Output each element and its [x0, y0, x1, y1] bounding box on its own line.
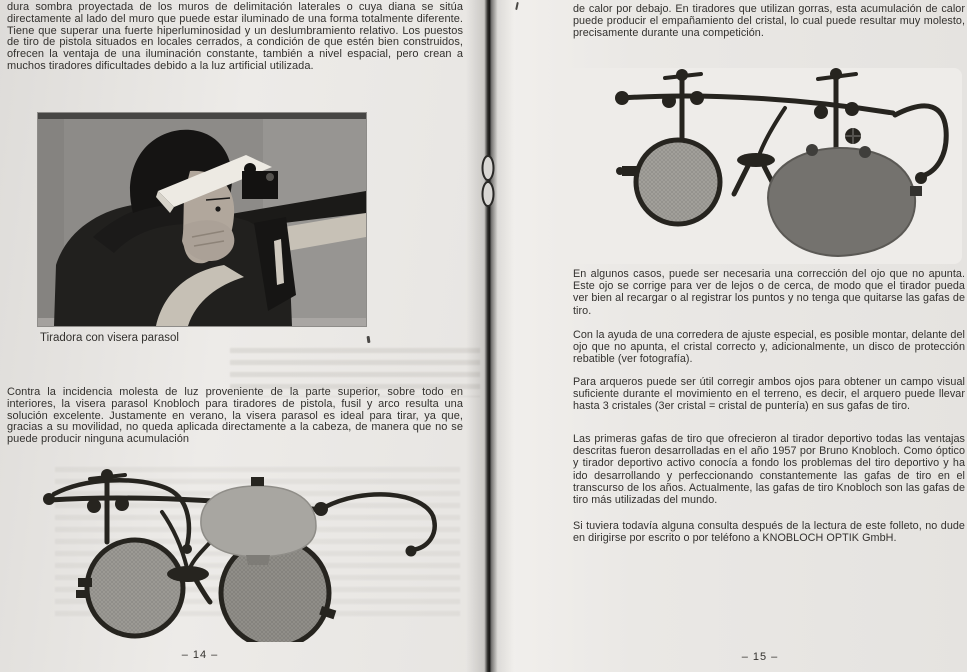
page-number: – 15 – [741, 651, 779, 663]
paragraph: Con la ayuda de una corredera de ajuste especial, es posible montar, delante del ojo que no apunta, el cristal correcto y, adicionalmente, un disco de protección rebatible (ver fotografía). [573, 329, 965, 366]
paragraph: Contra la incidencia molesta de luz proveniente de la parte superior, sobre todo en interiores, la visera parasol Knobloch para tiradores de pistola, fusil y arco resulta una solución excelente. Justamente en verano, la visera parasol es ideal para tirar, ya que, gracias a su movilidad, no queda aplicada directamente a la cabeza, de manera que no se puede producir ninguna acumulación [7, 386, 463, 446]
book-gutter [466, 0, 514, 672]
paragraph: de calor por debajo. En tiradores que utilizan gorras, esta acumulación de calor puede producir el empañamiento del cristal, lo cual puede resultar muy molesto, precisamente durante una competición. [573, 3, 965, 40]
shooter-photo [38, 113, 366, 326]
photo-caption: Tiradora con visera parasol [40, 332, 179, 344]
paragraph: Si tuviera todavía alguna consulta después de la lectura de este folleto, no dude en dirigirse por escrito o por teléfono a KNOBLOCH OPTIK GmbH. [573, 520, 965, 545]
shooting-glasses-flip-shield-figure [40, 462, 440, 642]
binding-thread [480, 153, 496, 209]
shooting-glasses-side-blinder-figure [560, 68, 962, 264]
page-number: – 14 – [181, 649, 219, 661]
paragraph: En algunos casos, puede ser necesaria una corrección del ojo que no apunta. Este ojo se corrige para ver de lejos o de cerca, de modo que el tirador pueda ver bien al recargar o al registrar los puntos y no tenga que quitarse las gafas de tiro. [573, 268, 965, 317]
paragraph: Para arqueros puede ser útil corregir ambos ojos para obtener un campo visual suficiente durante el movimiento en el terreno, es decir, el arquero puede llevar hasta 3 cristales (3er cristal = cristal de puntería) en sus gafas de tiro. [573, 376, 965, 413]
paragraph: Las primeras gafas de tiro que ofrecieron al tirador deportivo todas las ventajas descritas fueron desarrolladas en el año 1957 por Bruno Knobloch. Como óptico y tirador deportivo activo conocía a fondo los problemas del tiro deportivo y ha ido desarrollando y perfeccionando constantemente las gafas de tiro en el transcurso de los años. Actualmente, las gafas de tiro Knobloch son las gafas de tiro más utilizadas del mundo. [573, 433, 965, 507]
paragraph: dura sombra proyectada de los muros de delimitación laterales o cuya diana se sitúa directamente al lado del muro que puede estar iluminado de una forma totalmente diferente. Tiene que superar una fuerte hiperluminosidad y un deslumbramiento relativo. Los puestos de tiro de pistola situados en locales cerrados, a condición de que estén bien construidos, ofrecen la ventaja de una iluminación constante, también a nivel espacial, pero crean a muchos tiradores dificultades debido a la luz artificial utilizada. [7, 1, 463, 72]
